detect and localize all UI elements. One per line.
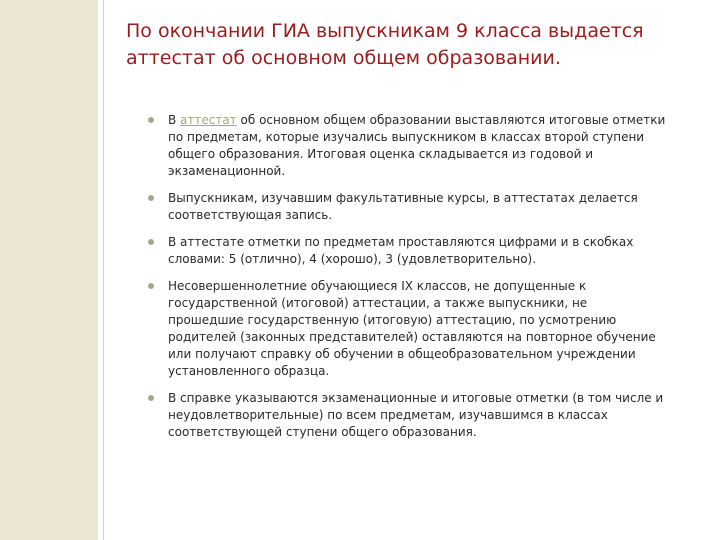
- list-item: [146, 390, 666, 441]
- bullet-text: об основном общем образовании выставляются итоговые отметки по предметам, которые изучались выпускником в классах второй ступени общего образования. Итоговая оценка складывается из годовой и экзаменационной.: [168, 113, 666, 178]
- bullet-text: Выпускникам, изучавшим факультативные курсы, в аттестатах делается соответствующая запись.: [168, 191, 638, 222]
- bullet-dot-icon: [148, 239, 154, 245]
- bullet-dot-icon: [148, 117, 154, 123]
- bullet-text: В аттестате отметки по предметам проставляются цифрами и в скобках словами: 5 (отлично), 4 (хорошо), 3 (удовлетворительно).: [168, 235, 634, 266]
- slide-title: По окончании ГИА выпускникам 9 класса выдается аттестат об основном общем образовании.: [126, 20, 644, 69]
- bullet-text: Несовершеннолетние обучающиеся IX классов, не допущенные к государственной (итоговой) аттестации, а также выпускники, не прошедшие государственную (итоговую) аттестацию, по усмотрению родителей (законных представителей) оставляются на повторное обучение или получают справку об обучении в общеобразовательном учреждении установленного образца.: [168, 279, 656, 378]
- list-item: [146, 190, 666, 224]
- bullet-dot-icon: [148, 395, 154, 401]
- bullet-text: В справке указываются экзаменационные и итоговые отметки (в том числе и неудовлетворительные) по всем предметам, изучавшимся в классах соответствующей ступени общего образования.: [168, 391, 664, 439]
- bullet-dot-icon: [148, 283, 154, 289]
- attestat-link[interactable]: аттестат: [180, 113, 237, 127]
- list-item: [146, 112, 666, 180]
- bullet-list: [146, 112, 666, 451]
- bullet-dot-icon: [148, 195, 154, 201]
- list-item: [146, 234, 666, 268]
- side-decor-band: [0, 0, 98, 540]
- list-item: [146, 278, 666, 380]
- bullet-text-prefix: В: [168, 113, 181, 127]
- side-decor-line: [103, 0, 104, 540]
